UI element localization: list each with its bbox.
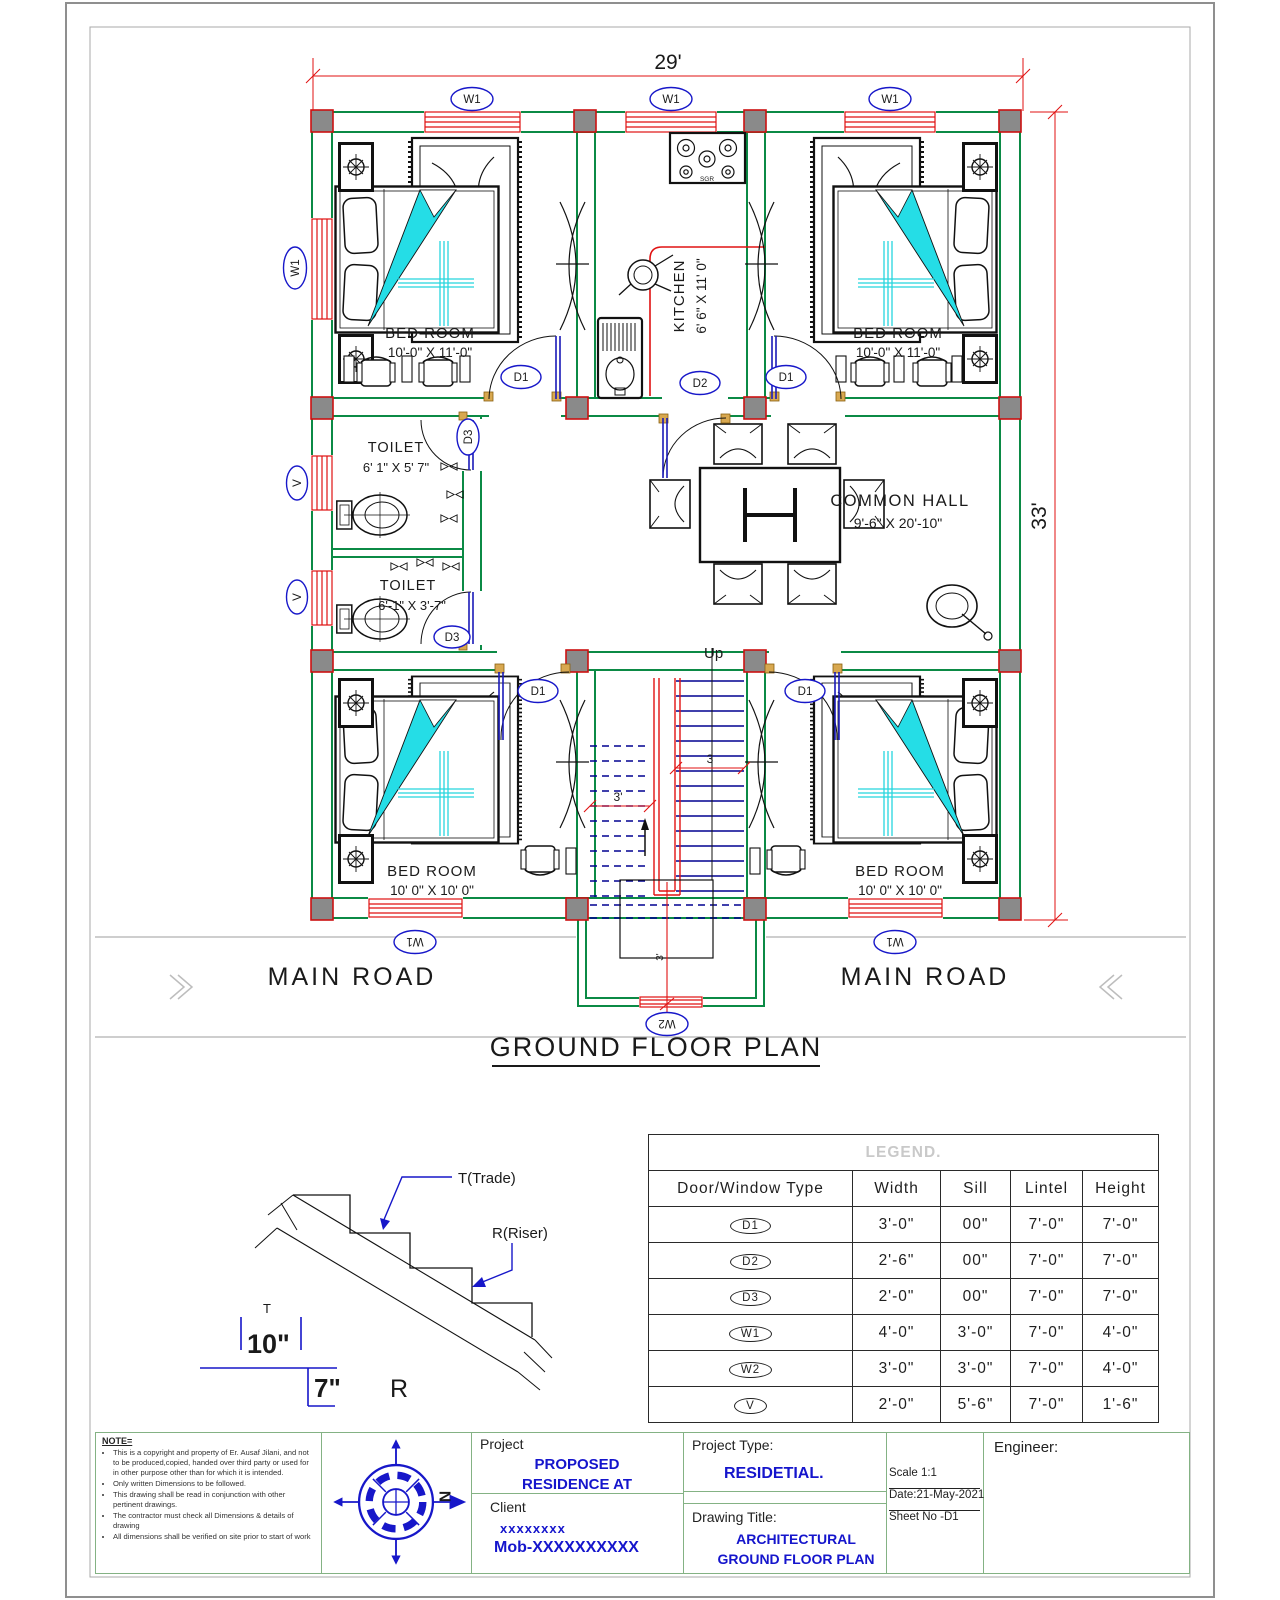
note-heading: NOTE= (102, 1436, 133, 1446)
stair-dim: 3' (613, 790, 623, 804)
legend-width: 3'-0" (853, 1207, 941, 1243)
stove-label: SGR (699, 176, 715, 183)
room-label: TOILET (379, 578, 437, 594)
legend-title: LEGEND. (649, 1135, 1159, 1171)
legend-sill: 00" (941, 1207, 1011, 1243)
room-size: 9'-6" X 20'-10" (853, 515, 943, 531)
riser-label: R(Riser) (492, 1225, 548, 1242)
notes-section (100, 1433, 316, 1573)
legend-row (649, 1279, 1159, 1315)
dining-set-icon (650, 424, 884, 604)
window-tag: W1 (463, 94, 481, 106)
note-item: • The contractor must check all Dimensions & details of drawing (113, 1511, 316, 1531)
project-value: PROPOSED RESIDENCE AT (521, 1456, 632, 1494)
project-type-value: RESIDETIAL. (724, 1465, 824, 1482)
door-window-tag: D3 (730, 1290, 771, 1306)
legend-row (649, 1387, 1159, 1423)
legend-lintel: 7'-0" (1011, 1279, 1083, 1315)
dimension-label-height: 33' (1028, 502, 1051, 530)
window-tag: W1 (886, 935, 904, 947)
door-tag: D1 (778, 372, 794, 384)
drawing-title-value: ARCHITECTURAL GROUND FLOOR PLAN (717, 1531, 875, 1568)
legend-width: 4'-0" (853, 1315, 941, 1351)
legend-height: 7'-0" (1083, 1207, 1159, 1243)
legend-row (649, 1207, 1159, 1243)
note-item: • This drawing shall be read in conjunction with other pertinent drawings. (113, 1490, 316, 1510)
room-label: BED ROOM (385, 325, 475, 342)
client-label: Client (490, 1499, 526, 1515)
note-item: • All dimensions shall be verified on site prior to start of work (113, 1532, 316, 1542)
stair-dim: 3 (706, 752, 714, 766)
room-size: 10' 0" X 10' 0" (390, 883, 474, 898)
north-compass-icon (324, 1433, 468, 1571)
note-item: • This is a copyright and property of Er. Ausaf Jilani, and not to be produced,copied, handed over third party or used for in other purpose other than for which it is intended. (113, 1448, 316, 1478)
date-value: Date:21-May-2021 (889, 1489, 980, 1511)
window-tag: W1 (881, 94, 899, 106)
toilet-icon (337, 492, 410, 642)
r-letter: R (390, 1375, 409, 1403)
legend-lintel: 7'-0" (1011, 1387, 1083, 1423)
title-block (95, 1432, 1190, 1574)
room-label: BED ROOM (387, 863, 477, 880)
legend-width: 2'-0" (853, 1279, 941, 1315)
project-section (474, 1433, 680, 1573)
cooker-icon (619, 255, 673, 295)
wash-basin-icon (927, 585, 992, 640)
window-tag: W1 (290, 259, 302, 277)
legend-row (649, 1243, 1159, 1279)
legend-width: 2'-6" (853, 1243, 941, 1279)
stair-up-label: Up (704, 645, 724, 662)
legend-lintel: 7'-0" (1011, 1351, 1083, 1387)
legend-width: 2'-0" (853, 1387, 941, 1423)
tread-label: T(Trade) (458, 1170, 516, 1187)
legend-col-header: Width (853, 1171, 941, 1207)
legend-sill: 5'-6" (941, 1387, 1011, 1423)
legend-table (648, 1134, 1159, 1423)
legend-lintel: 7'-0" (1011, 1207, 1083, 1243)
engineer-label: Engineer: (994, 1439, 1059, 1456)
window-tag: W1 (406, 935, 424, 947)
engineer-section (986, 1433, 1186, 1573)
client-mobile: Mob-XXXXXXXXXX (494, 1539, 639, 1556)
door-window-tag: D1 (730, 1218, 771, 1234)
door-tag: D1 (530, 686, 546, 698)
project-label: Project (480, 1436, 524, 1452)
stair-treads-solid (676, 681, 744, 891)
legend-lintel: 7'-0" (1011, 1315, 1083, 1351)
staircase (584, 645, 750, 1012)
door-window-tag: W1 (729, 1326, 772, 1342)
legend-lintel: 7'-0" (1011, 1243, 1083, 1279)
drawing-title-label: Drawing Title: (692, 1509, 777, 1525)
road-label-left: MAIN ROAD (267, 963, 437, 991)
legend-sill: 3'-0" (941, 1315, 1011, 1351)
legend-col-header: Height (1083, 1171, 1159, 1207)
door-tag: D1 (513, 372, 529, 384)
legend-row (649, 1351, 1159, 1387)
road-label-right: MAIN ROAD (840, 963, 1010, 991)
scale-value: Scale 1:1 (889, 1467, 980, 1489)
window-tag: V (292, 479, 304, 487)
scale-section (889, 1433, 985, 1573)
door-tag: D2 (692, 378, 708, 390)
legend-col-header: Lintel (1011, 1171, 1083, 1207)
dimension-label-width: 29' (654, 51, 682, 74)
room-size: 6' 1" X 5' 7" (362, 460, 430, 475)
note-list (113, 1448, 316, 1542)
room-size: 10' 0" X 10' 0" (858, 883, 942, 898)
legend-height: 1'-6" (1083, 1387, 1159, 1423)
legend-height: 7'-0" (1083, 1243, 1159, 1279)
room-size: 6' 6" X 11' 0" (694, 258, 709, 334)
door-window-tag: W2 (729, 1362, 772, 1378)
room-label: COMMON HALL (830, 492, 970, 510)
legend-sill: 3'-0" (941, 1351, 1011, 1387)
window-tag: V (292, 593, 304, 601)
compass-section (324, 1433, 468, 1573)
client-value: xxxxxxxx (500, 1521, 566, 1536)
sink-icon (598, 318, 642, 398)
room-size: 6'-1" X 3'-7" (378, 598, 446, 613)
riser-dim: 7" (314, 1373, 341, 1403)
compass-north-letter: N (435, 1490, 453, 1503)
note-item: • Only written Dimensions to be followed. (113, 1479, 316, 1489)
room-size: 10'-0" X 11'-0" (855, 345, 941, 360)
room-size: 10'-0" X 11'-0" (387, 345, 473, 360)
room-label: TOILET (367, 440, 425, 456)
legend-width: 3'-0" (853, 1351, 941, 1387)
legend-height: 4'-0" (1083, 1315, 1159, 1351)
door-window-tag: V (734, 1398, 767, 1414)
window-tag: W1 (662, 94, 680, 106)
window-tag: W2 (658, 1017, 676, 1029)
project-type-label: Project Type: (692, 1437, 774, 1453)
room-label: KITCHEN (671, 259, 688, 333)
legend-col-header: Door/Window Type (649, 1171, 853, 1207)
legend-height: 7'-0" (1083, 1279, 1159, 1315)
door-tag: D3 (463, 429, 475, 445)
stair-dim: 3' (655, 953, 666, 961)
stair-detail-diagram (200, 1170, 552, 1406)
room-label: BED ROOM (855, 863, 945, 880)
t-letter: T (263, 1301, 271, 1316)
road-lines (95, 937, 1186, 1037)
door-tag: D3 (444, 632, 460, 644)
room-label: BED ROOM (853, 325, 943, 342)
legend-height: 4'-0" (1083, 1351, 1159, 1387)
plan-title: GROUND FLOOR PLAN (489, 1032, 823, 1062)
door-tag: D1 (797, 686, 813, 698)
stove-icon (670, 133, 745, 183)
legend-col-header: Sill (941, 1171, 1011, 1207)
legend-sill: 00" (941, 1243, 1011, 1279)
door-window-tag: D2 (730, 1254, 771, 1270)
tread-dim: 10" (247, 1329, 290, 1359)
legend-row (649, 1315, 1159, 1351)
sheet-number: Sheet No -D1 (889, 1511, 959, 1523)
legend-sill: 00" (941, 1279, 1011, 1315)
